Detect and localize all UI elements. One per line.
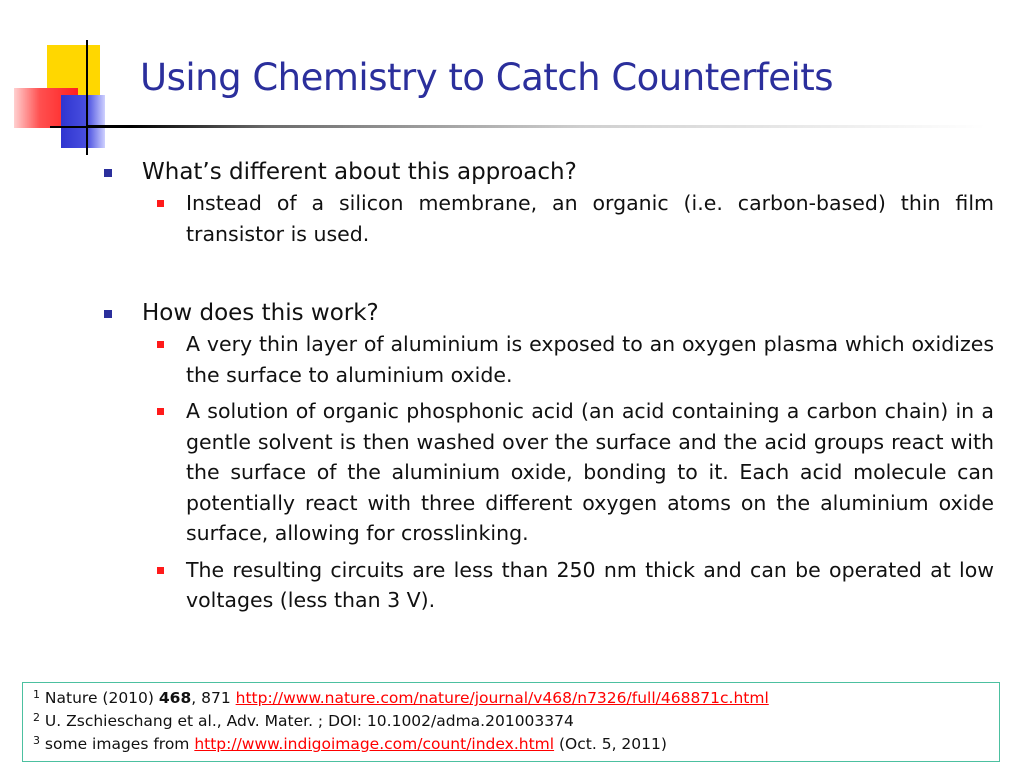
square-bullet-icon <box>157 567 164 574</box>
reference-line <box>33 687 989 710</box>
bullet-item-level2 <box>104 329 994 390</box>
reference-text: Nature (2010) <box>40 689 159 707</box>
bullet-item-level1 <box>104 156 994 188</box>
square-bullet-icon <box>157 200 164 207</box>
reference-text: U. Zschieschang et al., Adv. Mater. ; DOI: 10.1002/adma.201003374 <box>40 712 574 730</box>
reference-pages: , 871 <box>191 689 236 707</box>
reference-link[interactable]: http://www.nature.com/nature/journal/v468/n7326/full/468871c.html <box>235 689 769 707</box>
reference-line <box>33 733 989 756</box>
square-bullet-icon <box>104 310 112 318</box>
square-bullet-icon <box>157 341 164 348</box>
bullet-text: A very thin layer of aluminium is exposed to an oxygen plasma which oxidizes the surface to aluminium oxide. <box>186 332 994 387</box>
logo-vertical-line <box>86 40 88 155</box>
bullet-text: What’s different about this approach? <box>142 159 577 185</box>
reference-line <box>33 710 989 733</box>
references-box <box>22 682 1000 762</box>
bullet-item-level1 <box>104 297 994 329</box>
square-bullet-icon <box>104 169 112 177</box>
slide-title: Using Chemistry to Catch Counterfeits <box>140 56 834 99</box>
reference-number: 1 <box>33 688 40 701</box>
bullet-item-level2 <box>104 188 994 249</box>
reference-number: 2 <box>33 711 40 724</box>
bullet-item-level2 <box>104 396 994 549</box>
reference-volume: 468 <box>158 689 192 707</box>
bullet-text: The resulting circuits are less than 250 nm thick and can be operated at low voltages (less than 3 V). <box>186 557 994 612</box>
reference-date: (Oct. 5, 2011) <box>554 735 667 753</box>
title-underline-rule <box>86 125 986 128</box>
bullet-text: A solution of organic phosphonic acid (an acid containing a carbon chain) in a gentle solvent is then washed over the surface and the acid groups react with the surface of the aluminium oxide, bonding to it. Each acid molecule can potentially react with three different oxygen atoms on the aluminium oxide surface, allowing for crosslinking. <box>186 399 994 545</box>
reference-text: some images from <box>40 735 195 753</box>
bullet-item-level2 <box>104 555 994 616</box>
reference-number: 3 <box>33 734 40 747</box>
bullet-text: How does this work? <box>142 300 379 326</box>
slide-body <box>104 156 994 616</box>
reference-link[interactable]: http://www.indigoimage.com/count/index.html <box>194 735 555 753</box>
slide-logo-decoration <box>0 0 140 160</box>
logo-blue-square <box>61 95 105 148</box>
bullet-text: Instead of a silicon membrane, an organic (i.e. carbon-based) thin film transistor is used. <box>186 191 994 246</box>
square-bullet-icon <box>157 408 164 415</box>
